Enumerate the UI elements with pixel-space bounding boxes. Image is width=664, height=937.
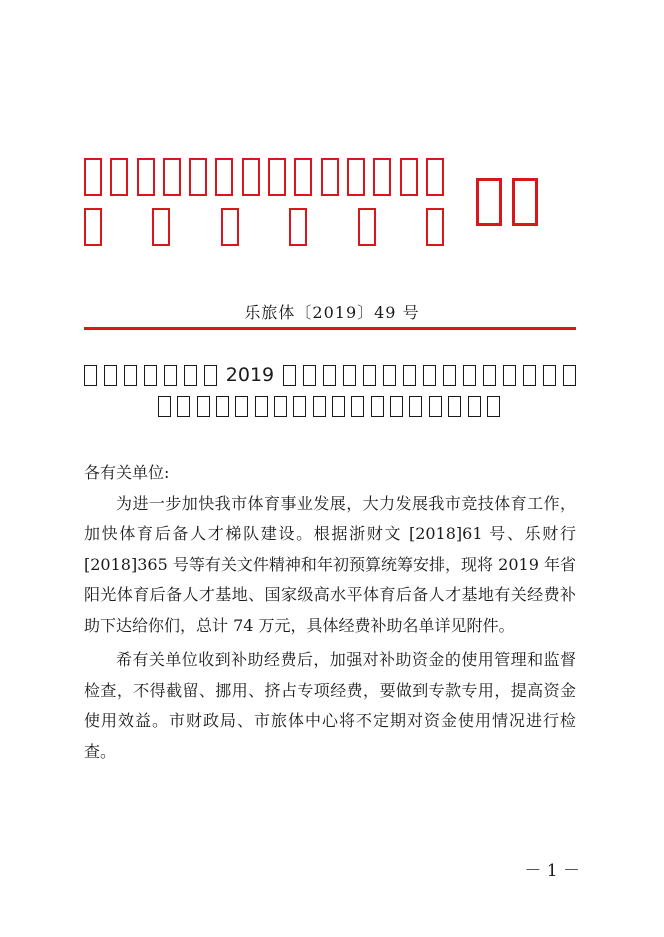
letterhead-glyph xyxy=(84,158,102,196)
document-title-line-1 xyxy=(84,364,576,386)
letterhead-glyph xyxy=(189,158,207,196)
letterhead-glyph xyxy=(426,208,444,246)
letterhead-glyph xyxy=(163,158,181,196)
letterhead-glyph xyxy=(137,158,155,196)
letterhead-glyph xyxy=(152,208,170,246)
title-glyph xyxy=(343,365,356,386)
title-glyph xyxy=(409,396,422,417)
letterhead-glyph xyxy=(268,158,286,196)
document-number: 乐旅体〔2019〕49 号 xyxy=(244,303,420,322)
title-glyph xyxy=(351,396,364,417)
title-glyph xyxy=(303,365,316,386)
title-glyph xyxy=(164,365,177,386)
letterhead-row-1 xyxy=(84,152,444,202)
title-glyph xyxy=(448,396,461,417)
title-glyph xyxy=(104,365,117,386)
title-glyph xyxy=(443,365,456,386)
title-glyph xyxy=(255,396,268,417)
letterhead-glyph xyxy=(321,158,339,196)
title-glyph xyxy=(543,365,556,386)
title-glyph xyxy=(313,396,326,417)
title-glyph xyxy=(323,365,336,386)
title-glyph xyxy=(390,396,403,417)
letterhead-seal-glyphs xyxy=(476,178,538,226)
title-glyph xyxy=(293,396,306,417)
title-glyph xyxy=(403,365,416,386)
title-glyph xyxy=(177,396,190,417)
letterhead-glyph xyxy=(426,158,444,196)
title-glyph xyxy=(184,365,197,386)
title-glyph xyxy=(429,396,442,417)
title-glyph xyxy=(483,365,496,386)
title-glyph xyxy=(144,365,157,386)
title-glyph xyxy=(563,365,576,386)
title-glyph xyxy=(363,365,376,386)
letterhead-glyph xyxy=(215,158,233,196)
red-divider-line xyxy=(84,327,576,330)
title-glyph xyxy=(523,365,536,386)
title-glyph xyxy=(371,396,384,417)
title-year: 2019 xyxy=(225,364,275,386)
body-paragraph-2: 希有关单位收到补助经费后，加强对补助资金的使用管理和监督检查，不得截留、挪用、挤占专项经费，要做到专款专用，提高资金使用效益。市财政局、市旅体中心将不定期对资金使用情况进行检查。 xyxy=(84,650,576,761)
title-glyph xyxy=(503,365,516,386)
title-glyph xyxy=(463,365,476,386)
salutation: 各有关单位: xyxy=(84,463,170,482)
letterhead-glyph xyxy=(221,208,239,246)
title-glyph xyxy=(423,365,436,386)
red-letterhead xyxy=(84,152,444,252)
title-glyph xyxy=(204,365,217,386)
title-glyph xyxy=(383,365,396,386)
page-number: － 1 － xyxy=(524,861,580,881)
letterhead-glyph xyxy=(373,158,391,196)
title-glyph xyxy=(235,396,248,417)
letterhead-glyph xyxy=(289,208,307,246)
letterhead-glyph xyxy=(476,178,502,226)
title-glyph xyxy=(158,396,171,417)
letterhead-row-2 xyxy=(84,202,444,252)
title-glyph xyxy=(216,396,229,417)
title-glyph xyxy=(124,365,137,386)
title-glyph xyxy=(332,396,345,417)
document-body xyxy=(84,458,576,767)
title-glyph xyxy=(197,396,210,417)
letterhead-glyph xyxy=(110,158,128,196)
letterhead-glyph xyxy=(358,208,376,246)
title-glyph xyxy=(283,365,296,386)
letterhead-glyph xyxy=(294,158,312,196)
letterhead-glyph xyxy=(242,158,260,196)
letterhead-glyph xyxy=(84,208,102,246)
title-glyph xyxy=(84,365,97,386)
document-title-line-2 xyxy=(158,396,500,417)
title-glyph xyxy=(468,396,481,417)
letterhead-glyph xyxy=(400,158,418,196)
title-glyph xyxy=(487,396,500,417)
title-glyph xyxy=(274,396,287,417)
letterhead-glyph xyxy=(347,158,365,196)
body-paragraph-1: 为进一步加快我市体育事业发展，大力发展我市竞技体育工作，加快体育后备人才梯队建设。根据浙财文 [2018]61 号、乐财行[2018]365 号等有关文件精神和年初预算统筹安排，现将 2019 年省阳光体育后备人才基地、国家级高水平体育后备人才基地有关经费补助下达给你们，总计 74 万元，具体经费补助名单详见附件。 xyxy=(84,493,576,635)
letterhead-glyph xyxy=(512,178,538,226)
